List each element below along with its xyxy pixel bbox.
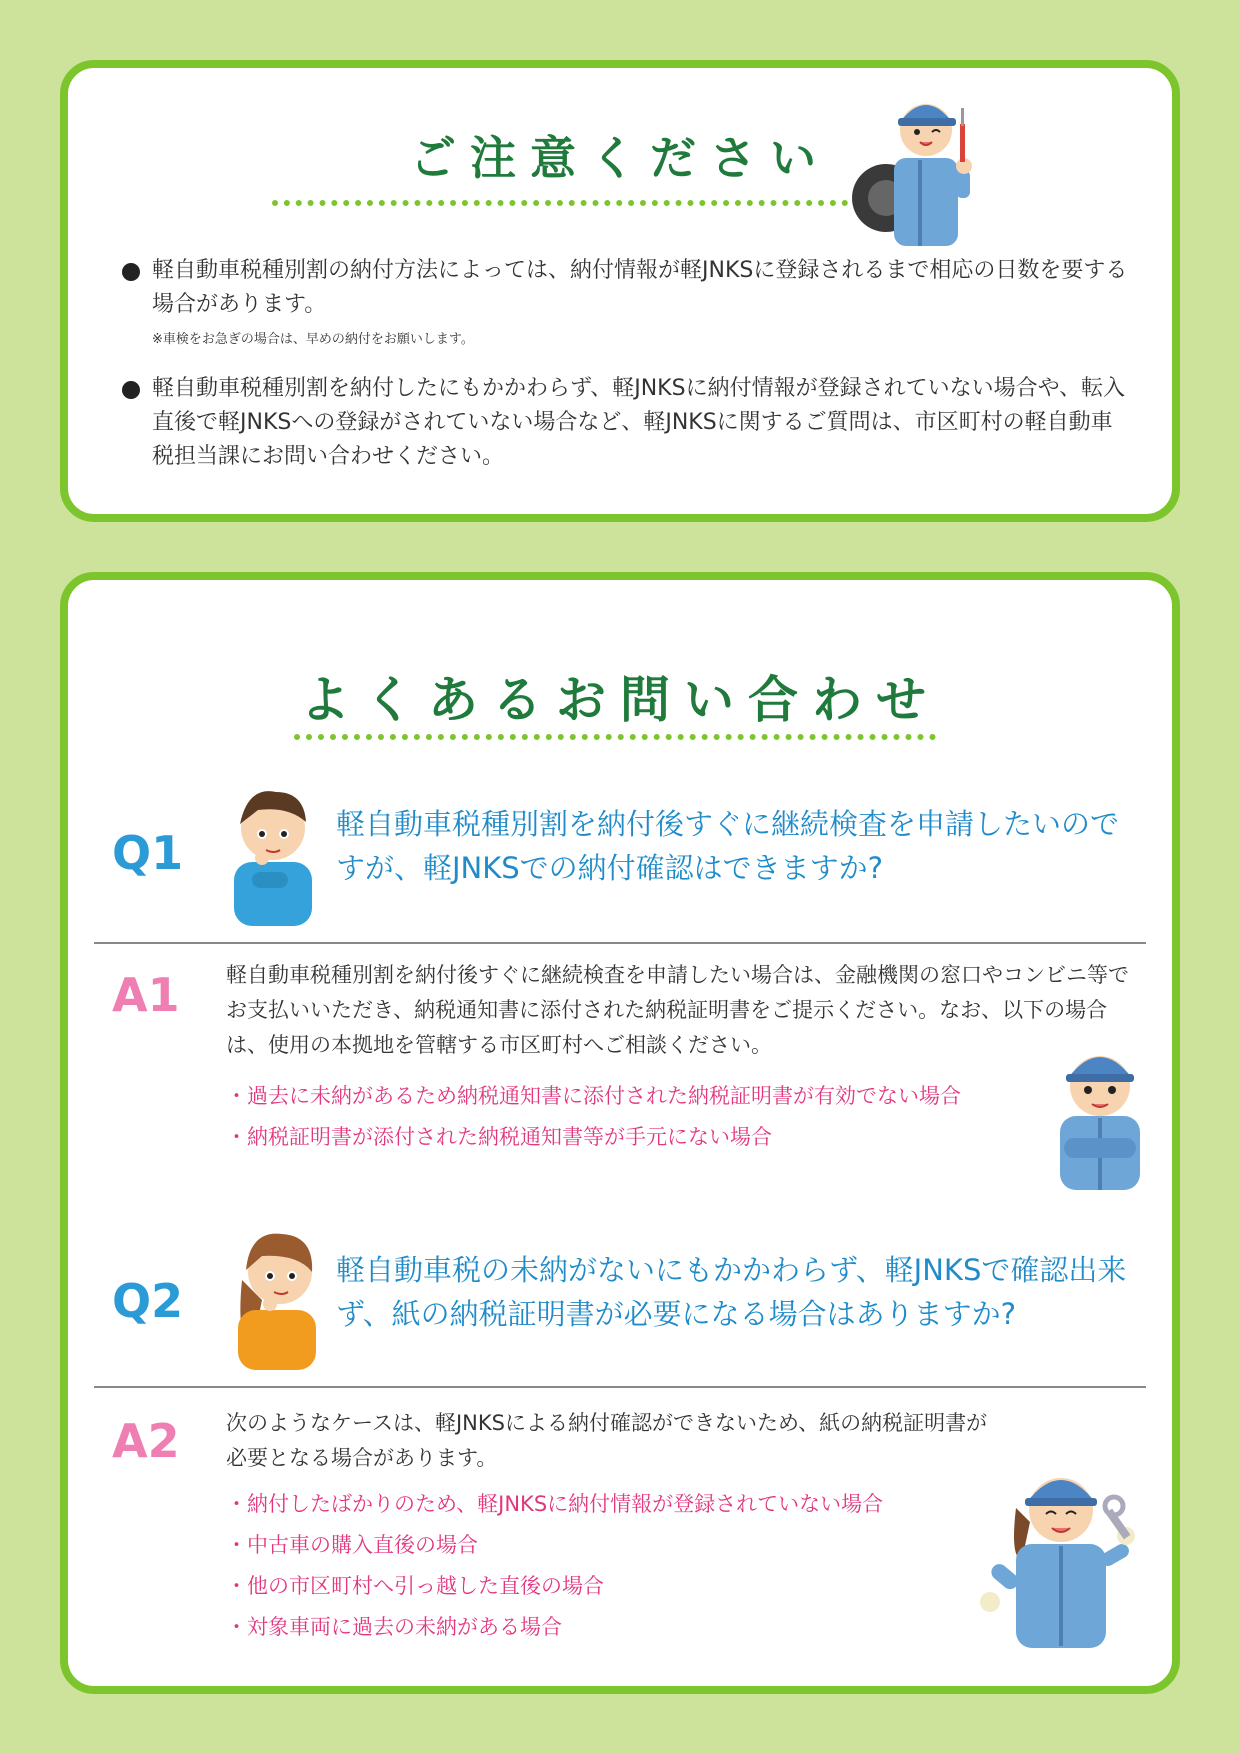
q1-divider <box>94 942 1146 944</box>
notice-item-text: 軽自動車税種別割を納付したにもかかわらず、軽JNKSに納付情報が登録されていない場合や、転入直後で軽JNKSへの登録がされていない場合など、軽JNKSに関するご質問は、市区町村の軽自動車税担当課にお問い合わせください。 <box>152 376 1126 469</box>
a1-point: ・ 過去に未納があるため納税通知書に添付された納税証明書が有効でない場合 <box>226 1076 961 1117</box>
bullet-icon <box>122 263 140 281</box>
a2-point: ・ 対象車両に過去の未納がある場合 <box>226 1607 883 1648</box>
a1-text: 軽自動車税種別割を納付後すぐに継続検査を申請したい場合は、金融機関の窓口やコンビニ等でお支払いいただき、納税通知書に添付された納税証明書をご提示ください。なお、以下の場合は、使用の本拠地を管轄する市区町村へご相談ください。 <box>226 963 1129 1057</box>
a1-point: ・ 納税証明書が添付された納税通知書等が手元にない場合 <box>226 1117 961 1158</box>
a1-points <box>226 1076 961 1158</box>
notice-card <box>60 60 1180 522</box>
a2-text: 次のようなケースは、軽JNKSによる納付確認ができないため、紙の納税証明書が必要となる場合があります。 <box>226 1411 988 1470</box>
mechanic-wrench-icon <box>976 1448 1146 1648</box>
q2-label: Q2 <box>112 1274 184 1328</box>
notice-item-1 <box>122 254 1132 322</box>
thinking-boy-icon <box>218 776 328 926</box>
faq-card <box>60 572 1180 1694</box>
mechanic-arms-crossed-icon <box>1050 1030 1150 1190</box>
thinking-girl-icon <box>222 1220 332 1370</box>
q1-label: Q1 <box>112 826 184 880</box>
a1-label: A1 <box>112 968 180 1022</box>
notice-note: ※車検をお急ぎの場合は、早めの納付をお願いします。 <box>152 332 474 347</box>
a2-points <box>226 1484 883 1648</box>
a2-label: A2 <box>112 1414 180 1468</box>
q2-divider <box>94 1386 1146 1388</box>
title-underline <box>272 200 872 206</box>
notice-item-2 <box>122 372 1132 474</box>
title-underline <box>294 734 936 740</box>
mechanic-tire-icon <box>846 78 1006 248</box>
notice-title: ご注意ください <box>410 131 830 185</box>
q2-text: 軽自動車税の未納がないにもかかわらず、軽JNKSで確認出来ず、紙の納税証明書が必要になる場合はありますか? <box>336 1253 1127 1331</box>
q1-text: 軽自動車税種別割を納付後すぐに継続検査を申請したいのですが、軽JNKSでの納付確認はできますか? <box>336 807 1120 885</box>
faq-title: よくあるお問い合わせ <box>300 671 940 729</box>
a2-point: ・ 納付したばかりのため、軽JNKSに納付情報が登録されていない場合 <box>226 1484 883 1525</box>
bullet-icon <box>122 381 140 399</box>
notice-item-text: 軽自動車税種別割の納付方法によっては、納付情報が軽JNKSに登録されるまで相応の日数を要する場合があります。 <box>152 258 1128 317</box>
a2-point: ・ 他の市区町村へ引っ越した直後の場合 <box>226 1566 883 1607</box>
a2-point: ・ 中古車の購入直後の場合 <box>226 1525 883 1566</box>
